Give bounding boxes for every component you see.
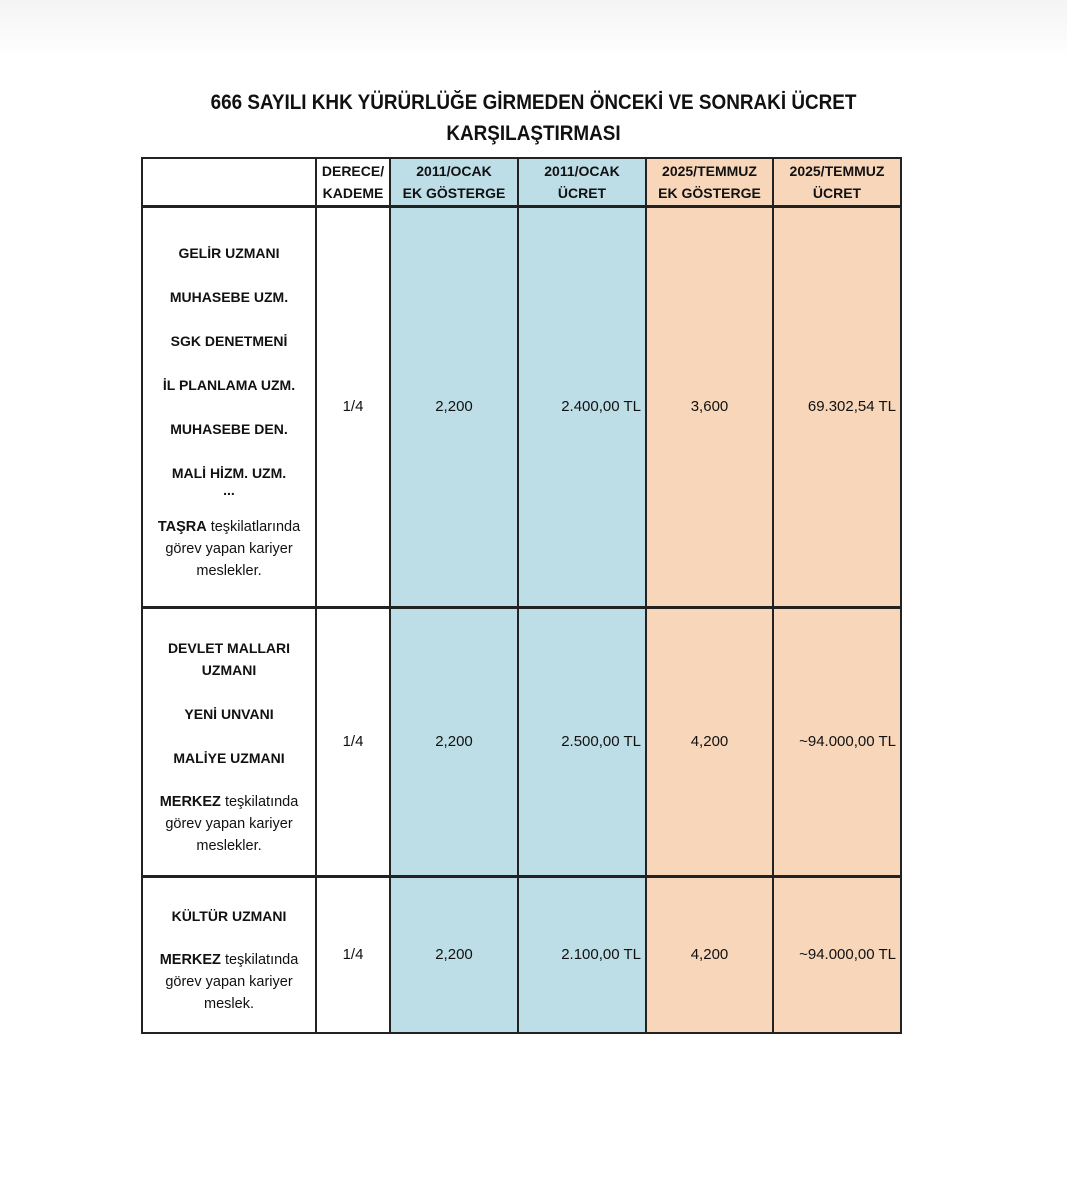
career-title: SGK DENETMENİ	[170, 333, 288, 349]
header-line2: EK GÖSTERGE	[658, 185, 761, 201]
ucret2025-value: ~94.000,00 TL	[799, 733, 896, 750]
document-title-line2: KARŞILAŞTIRMASI	[446, 122, 621, 145]
career-title: DEVLET MALLARI UZMANI	[167, 640, 291, 678]
derece-value: 1/4	[342, 733, 364, 750]
career-title: MALİYE UZMANI	[173, 750, 285, 766]
career-title: İL PLANLAMA UZM.	[162, 377, 296, 393]
ucret2011-value: 2.400,00 TL	[561, 398, 641, 415]
description-text: teşkilatında görev yapan kariyer meslekler.	[165, 794, 299, 854]
ucret2025-cell	[773, 607, 901, 876]
row-divider	[141, 205, 902, 208]
ek2011-cell	[390, 206, 518, 607]
header-empty	[142, 158, 316, 206]
ek2025-cell	[646, 206, 773, 607]
header-line1: DERECE/	[321, 163, 385, 179]
derece-value: 1/4	[342, 946, 364, 963]
ucret2011-cell	[518, 206, 646, 607]
ek2025-value: 4,200	[690, 946, 729, 963]
ek2011-value: 2,200	[435, 733, 473, 750]
ek2011-value: 2,200	[435, 946, 473, 963]
career-titles-cell	[142, 206, 316, 607]
ek2011-cell	[390, 607, 518, 876]
organization-type: MERKEZ	[159, 794, 221, 810]
ek2025-value: 3,600	[690, 398, 729, 415]
description-text: teşkilatlarında görev yapan kariyer meslekler.	[165, 519, 301, 579]
organization-type: TAŞRA	[157, 519, 207, 535]
ucret2011-value: 2.100,00 TL	[561, 946, 641, 963]
ek2025-value: 4,200	[690, 733, 729, 750]
career-title: YENİ UNVANI	[184, 706, 274, 722]
ek2011-cell	[390, 876, 518, 1033]
header-line2: ÜCRET	[557, 185, 607, 201]
ek2011-value: 2,200	[435, 398, 473, 415]
career-title: MUHASEBE UZM.	[169, 289, 289, 305]
header-derece-kademe	[316, 158, 390, 206]
organization-type: MERKEZ	[159, 952, 221, 968]
career-title: MUHASEBE DEN.	[170, 421, 288, 437]
document-title-line1: 666 SAYILI KHK YÜRÜRLÜĞE GİRMEDEN ÖNCEKİ VE SONRAKİ ÜCRET	[210, 91, 857, 114]
row-divider	[141, 875, 902, 878]
ellipsis: ...	[223, 482, 235, 498]
page-top-shadow	[0, 0, 1067, 60]
career-title: KÜLTÜR UZMANI	[171, 908, 287, 924]
header-2011-ek-gosterge	[390, 158, 518, 206]
header-2025-ucret	[773, 158, 901, 206]
career-titles-cell	[142, 607, 316, 876]
description-text: teşkilatında görev yapan kariyer meslek.	[165, 952, 299, 1012]
ucret2025-value: ~94.000,00 TL	[799, 946, 896, 963]
ucret2025-cell	[773, 876, 901, 1033]
ucret2011-value: 2.500,00 TL	[561, 733, 641, 750]
organization-description	[153, 791, 305, 857]
derece-cell	[316, 607, 390, 876]
career-title: GELİR UZMANI	[178, 245, 280, 261]
organization-description	[153, 949, 305, 1015]
ucret2011-cell	[518, 876, 646, 1033]
header-line1: 2011/OCAK	[544, 163, 620, 179]
header-line2: ÜCRET	[812, 185, 862, 201]
career-titles-cell	[142, 876, 316, 1033]
row-divider	[141, 606, 902, 609]
ucret2025-cell	[773, 206, 901, 607]
header-line2: KADEME	[322, 185, 384, 201]
header-2025-ek-gosterge	[646, 158, 773, 206]
derece-value: 1/4	[342, 398, 364, 415]
derece-cell	[316, 206, 390, 607]
header-line1: 2025/TEMMUZ	[662, 163, 757, 179]
header-line1: 2011/OCAK	[416, 163, 492, 179]
career-title: MALİ HİZM. UZM.	[171, 465, 287, 481]
ucret2011-cell	[518, 607, 646, 876]
header-2011-ucret	[518, 158, 646, 206]
organization-description	[153, 516, 305, 582]
ek2025-cell	[646, 876, 773, 1033]
ucret2025-value: 69.302,54 TL	[807, 398, 896, 415]
ek2025-cell	[646, 607, 773, 876]
derece-cell	[316, 876, 390, 1033]
header-line1: 2025/TEMMUZ	[789, 163, 885, 179]
header-line2: EK GÖSTERGE	[402, 185, 506, 201]
